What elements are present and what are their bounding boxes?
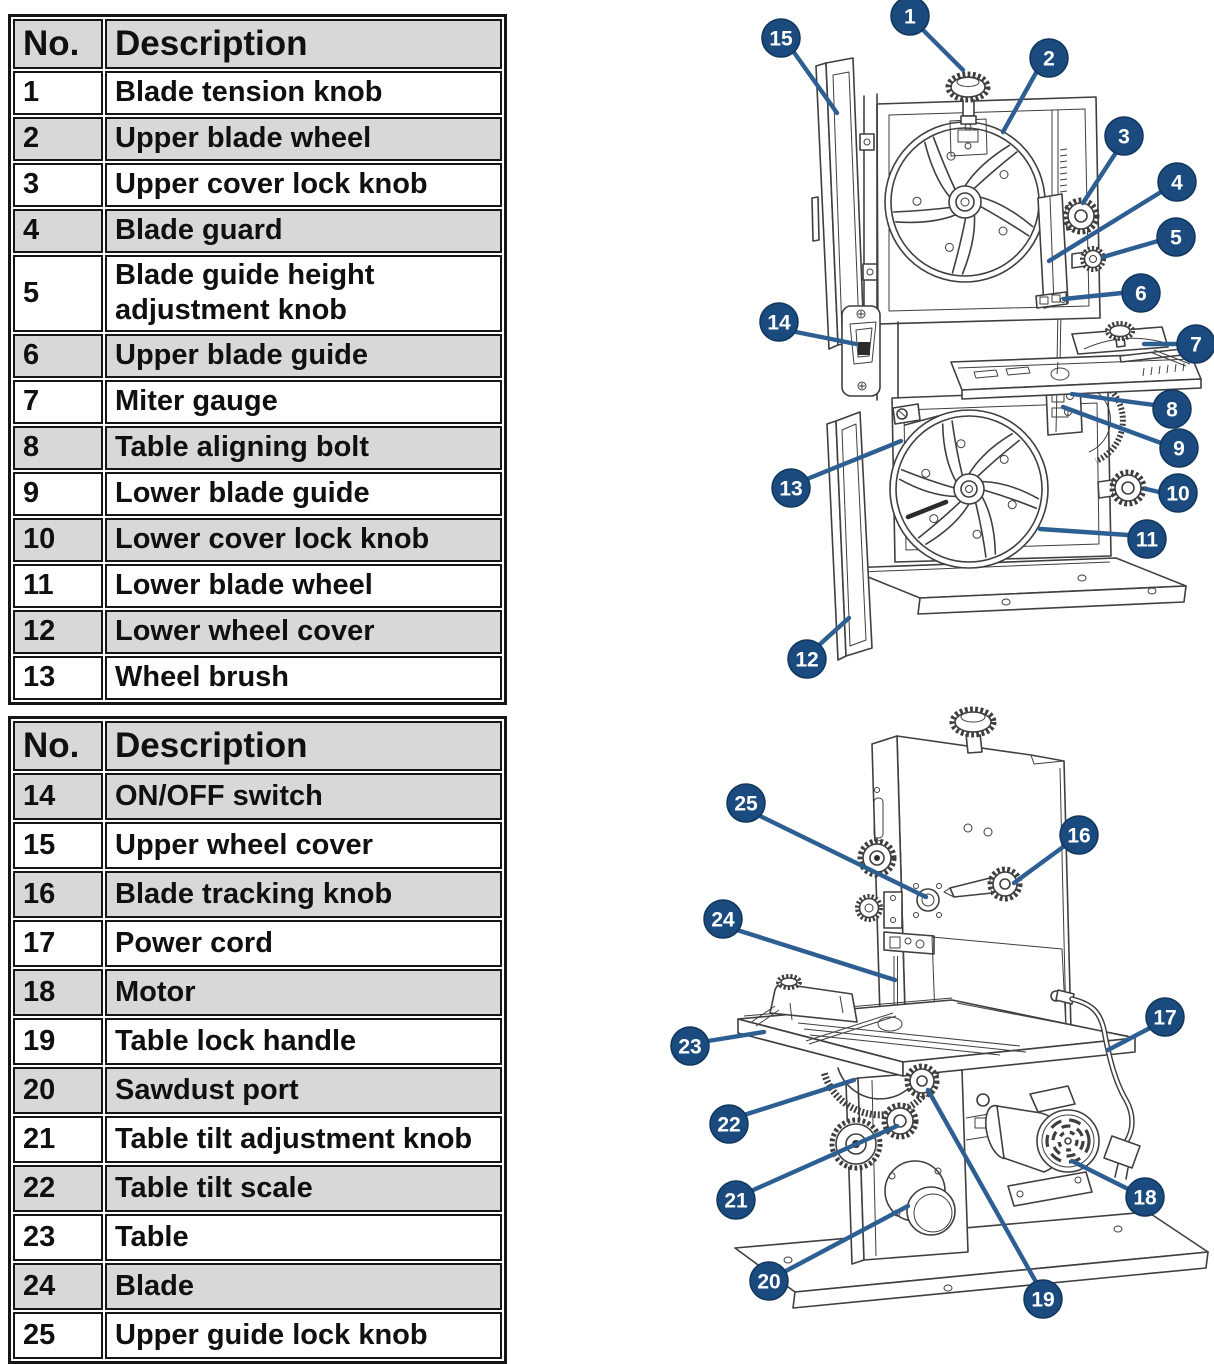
lower-blade-wheel (890, 410, 1048, 568)
part-number-cell: 7 (13, 380, 103, 424)
callout-number-17: 17 (1153, 1006, 1177, 1030)
part-number-cell: 4 (13, 209, 103, 253)
part-description-cell: Table tilt adjustment knob (105, 1116, 502, 1163)
part-number-cell: 8 (13, 426, 103, 470)
callout-number-22: 22 (717, 1113, 741, 1137)
motor (981, 1086, 1099, 1206)
callout-number-9: 9 (1173, 437, 1185, 461)
column-and-sawdust-port (846, 1070, 968, 1264)
callout-number-6: 6 (1135, 282, 1147, 306)
part-number-cell: 12 (13, 610, 103, 654)
callout-number-21: 21 (724, 1189, 748, 1213)
column-header-description: Description (105, 19, 502, 69)
column-header-description: Description (105, 721, 502, 771)
callout-line-1 (921, 28, 963, 70)
part-number-cell: 22 (13, 1165, 103, 1212)
part-number-cell: 16 (13, 871, 103, 918)
callout-number-19: 19 (1031, 1288, 1055, 1312)
part-number-cell: 3 (13, 163, 103, 207)
callout-number-11: 11 (1135, 528, 1159, 552)
part-description-cell: Table aligning bolt (105, 426, 502, 470)
part-number-cell: 24 (13, 1263, 103, 1310)
callout-number-4: 4 (1171, 171, 1183, 195)
part-description-cell: Lower wheel cover (105, 610, 502, 654)
part-description-cell: Upper cover lock knob (105, 163, 502, 207)
lower-wheel-cover (827, 412, 872, 660)
part-number-cell: 13 (13, 656, 103, 700)
callout-number-5: 5 (1170, 226, 1182, 250)
callout-number-24: 24 (711, 908, 735, 932)
part-number-cell: 21 (13, 1116, 103, 1163)
bandsaw-rear-view-drawing (671, 709, 1208, 1318)
callout-number-12: 12 (795, 648, 819, 672)
callout-number-10: 10 (1166, 482, 1190, 506)
part-number-cell: 25 (13, 1312, 103, 1359)
part-description-cell: Power cord (105, 920, 502, 967)
part-number-cell: 9 (13, 472, 103, 516)
part-number-cell: 17 (13, 920, 103, 967)
part-description-cell: Lower blade wheel (105, 564, 502, 608)
part-number-cell: 1 (13, 71, 103, 115)
callout-number-7: 7 (1190, 333, 1202, 357)
callout-number-25: 25 (734, 792, 758, 816)
part-description-cell: Wheel brush (105, 656, 502, 700)
part-description-cell: Upper blade guide (105, 334, 502, 378)
part-number-cell: 14 (13, 773, 103, 820)
part-number-cell: 6 (13, 334, 103, 378)
part-number-cell: 10 (13, 518, 103, 562)
part-description-cell: Blade (105, 1263, 502, 1310)
part-description-cell: Table lock handle (105, 1018, 502, 1065)
part-number-cell: 2 (13, 117, 103, 161)
part-number-cell: 20 (13, 1067, 103, 1114)
callout-number-1: 1 (904, 5, 916, 29)
column-header-no: No. (13, 19, 103, 69)
callout-line-24 (737, 930, 895, 980)
on-off-switch (842, 306, 880, 396)
callout-number-3: 3 (1118, 125, 1130, 149)
callout-number-14: 14 (767, 311, 791, 335)
callout-number-16: 16 (1067, 824, 1091, 848)
callout-line-10 (1146, 489, 1159, 492)
callout-number-2: 2 (1043, 47, 1055, 71)
column-header-no: No. (13, 721, 103, 771)
part-description-cell: Table (105, 1214, 502, 1261)
callout-line-5 (1103, 241, 1158, 257)
part-number-cell: 23 (13, 1214, 103, 1261)
machine-base (846, 558, 1186, 614)
callout-number-8: 8 (1166, 398, 1178, 422)
bandsaw-open-view-drawing (760, 0, 1214, 678)
part-description-cell: Blade guard (105, 209, 502, 253)
upper-cover-lock-knob (1065, 200, 1097, 232)
part-description-cell: Upper wheel cover (105, 822, 502, 869)
part-description-cell: Sawdust port (105, 1067, 502, 1114)
part-number-cell: 5 (13, 255, 103, 332)
callout-number-18: 18 (1133, 1186, 1157, 1210)
callout-line-22 (744, 1080, 854, 1115)
part-description-cell: Upper guide lock knob (105, 1312, 502, 1359)
part-description-cell: Table tilt scale (105, 1165, 502, 1212)
part-number-cell: 19 (13, 1018, 103, 1065)
part-description-cell: Miter gauge (105, 380, 502, 424)
part-number-cell: 11 (13, 564, 103, 608)
callout-number-13: 13 (779, 477, 803, 501)
part-description-cell: ON/OFF switch (105, 773, 502, 820)
part-description-cell: Motor (105, 969, 502, 1016)
part-number-cell: 15 (13, 822, 103, 869)
part-description-cell: Lower cover lock knob (105, 518, 502, 562)
part-description-cell: Lower blade guide (105, 472, 502, 516)
part-description-cell: Blade tension knob (105, 71, 502, 115)
part-description-cell: Blade guide height adjustment knob (105, 255, 502, 332)
part-description-cell: Blade tracking knob (105, 871, 502, 918)
part-number-cell: 18 (13, 969, 103, 1016)
callout-number-23: 23 (678, 1035, 702, 1059)
callout-number-15: 15 (769, 27, 793, 51)
part-description-cell: Upper blade wheel (105, 117, 502, 161)
callout-number-20: 20 (757, 1270, 781, 1294)
